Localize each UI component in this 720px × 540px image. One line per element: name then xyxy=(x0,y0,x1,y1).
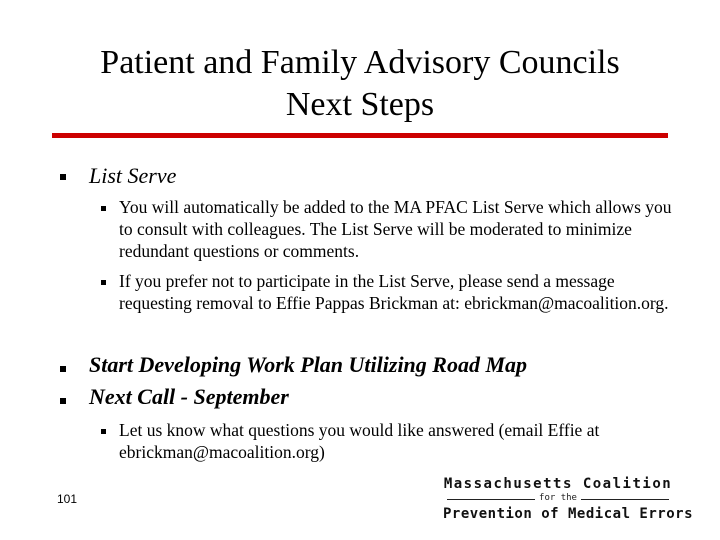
bullet-icon xyxy=(101,206,106,211)
logo-line-1: Massachusetts Coalition xyxy=(443,476,673,492)
title-divider xyxy=(52,133,668,138)
section-heading-list-serve: List Serve xyxy=(89,163,177,188)
logo-line-2 xyxy=(443,493,673,505)
page-number: 101 xyxy=(57,492,78,506)
list-item: You will automatically be added to the MA PFAC List Serve which allows you to consult with colleagues. The List Serve will be moderated to minimize redundant questions or comments. xyxy=(119,197,672,261)
logo-line-3: Prevention of Medical Errors xyxy=(443,506,694,522)
list-item: Let us know what questions you would like answered (email Effie at ebrickman@macoalition.org) xyxy=(119,420,600,462)
logo-rule-right xyxy=(581,499,669,500)
bullet-icon xyxy=(101,429,106,434)
section-heading-work-plan: Start Developing Work Plan Utilizing Road Map xyxy=(89,352,528,377)
slide-title-line-2: Next Steps xyxy=(285,86,435,123)
slide-title-line-1: Patient and Family Advisory Councils xyxy=(100,44,620,81)
section-heading-next-call: Next Call - September xyxy=(89,384,289,409)
bullet-icon xyxy=(60,366,66,372)
bullet-icon xyxy=(60,174,66,180)
logo-line-2-text: for the xyxy=(539,493,577,503)
list-item: If you prefer not to participate in the List Serve, please send a message requesting removal to Effie Pappas Brickman at: ebrickman@macoalition.org. xyxy=(119,271,669,313)
bullet-icon xyxy=(101,280,106,285)
bullet-icon xyxy=(60,398,66,404)
coalition-logo xyxy=(443,476,694,522)
